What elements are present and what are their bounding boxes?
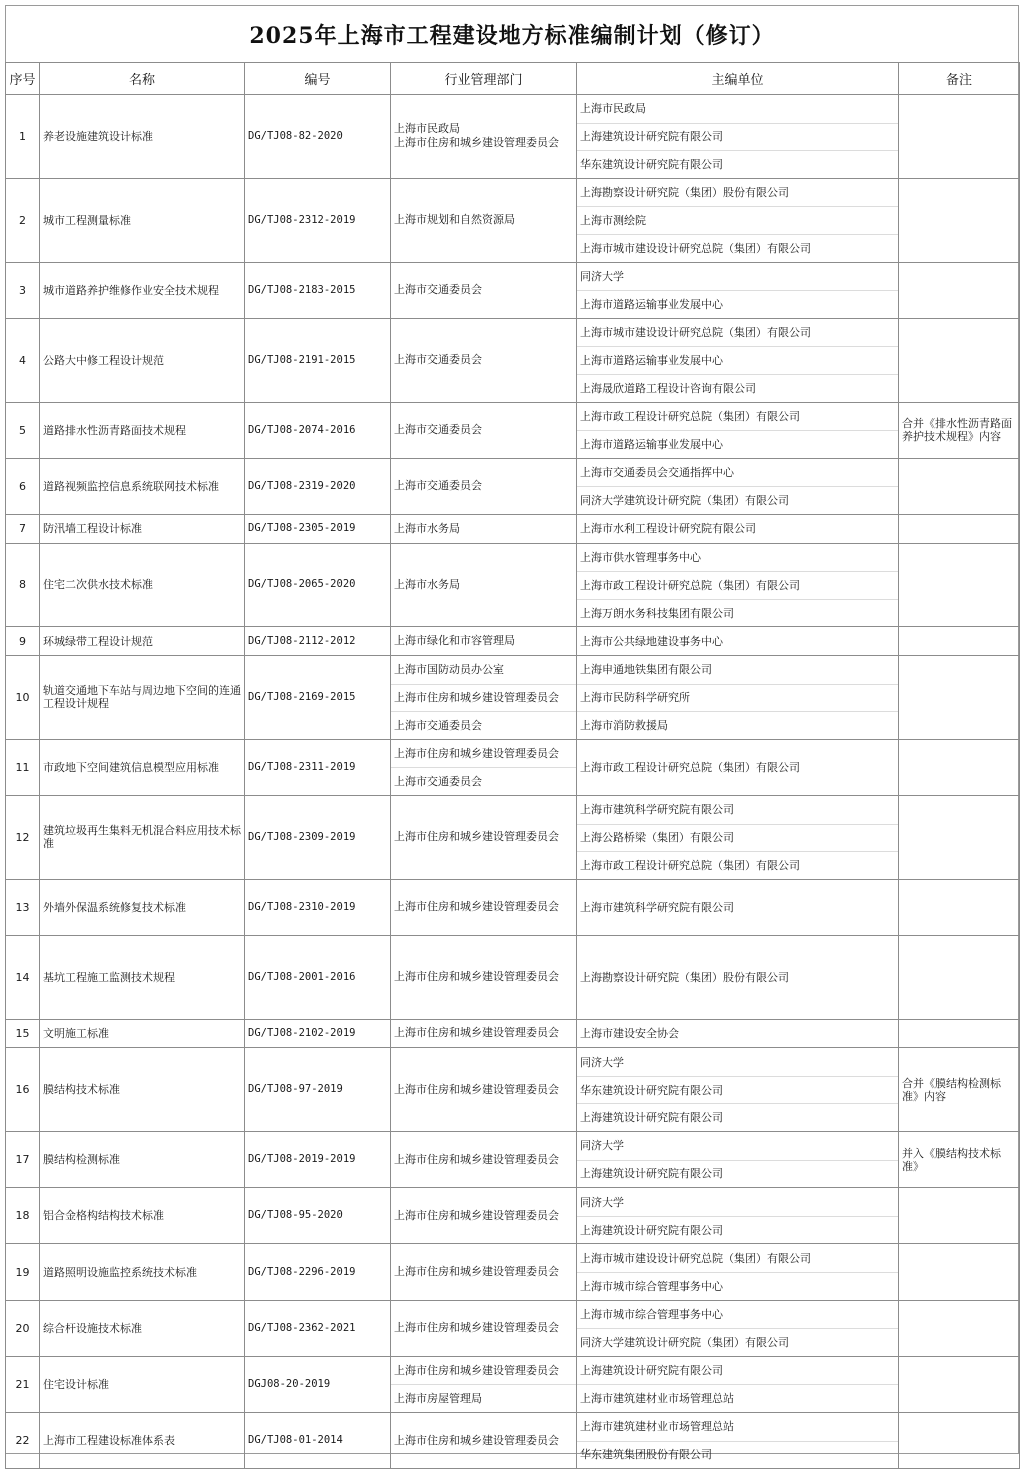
row-remark [899, 95, 1020, 179]
header-org: 主编单位 [577, 63, 899, 95]
dept-item: 上海市房屋管理局 [391, 1384, 576, 1412]
row-code: DG/TJ08-2019-2019 [245, 1132, 391, 1188]
org-item: 上海市政工程设计研究总院（集团）有限公司 [580, 760, 800, 774]
dept-item: 上海市交通委员会 [391, 767, 576, 795]
row-dept [391, 1048, 577, 1132]
row-seq: 13 [6, 879, 40, 935]
dept-item: 上海市住房和城乡建设管理委员会 [394, 136, 559, 150]
org-item: 上海勘察设计研究院（集团）股份有限公司 [580, 186, 789, 200]
row-name: 上海市工程建设标准体系表 [40, 1413, 245, 1469]
row-remark [899, 178, 1020, 262]
org-item: 上海市供水管理事务中心 [580, 550, 701, 564]
row-org [577, 795, 899, 879]
org-item: 上海市消防救援局 [577, 711, 898, 739]
org-item: 上海市城市综合管理事务中心 [577, 1272, 898, 1300]
row-remark [899, 879, 1020, 935]
row-seq: 22 [6, 1413, 40, 1469]
row-name: 环城绿带工程设计规范 [40, 627, 245, 656]
org-item: 华东建筑设计研究院有限公司 [577, 150, 898, 178]
org-item: 上海市民政局 [580, 102, 646, 116]
row-name: 文明施工标准 [40, 1019, 245, 1048]
row-name: 建筑垃圾再生集料无机混合料应用技术标准 [40, 795, 245, 879]
row-name: 防汛墙工程设计标准 [40, 514, 245, 543]
table-row [6, 178, 1020, 262]
row-dept [391, 1244, 577, 1300]
header-dept: 行业管理部门 [391, 63, 577, 95]
row-code: DGJ08-20-2019 [245, 1356, 391, 1412]
row-name: 养老设施建筑设计标准 [40, 95, 245, 179]
dept-item: 上海市国防动员办公室 [394, 663, 504, 677]
org-item: 上海建筑设计研究院有限公司 [580, 1364, 723, 1378]
org-item: 上海市政工程设计研究总院（集团）有限公司 [577, 851, 898, 879]
row-code: DG/TJ08-2191-2015 [245, 318, 391, 402]
org-item: 上海市公共绿地建设事务中心 [580, 634, 723, 648]
table-row [6, 795, 1020, 879]
org-item: 同济大学 [580, 269, 624, 283]
row-dept [391, 627, 577, 656]
row-dept [391, 1413, 577, 1469]
row-seq: 6 [6, 458, 40, 514]
org-item: 上海建筑设计研究院有限公司 [577, 123, 898, 151]
org-item: 同济大学 [580, 1195, 624, 1209]
dept-item: 上海市住房和城乡建设管理委员会 [394, 1152, 559, 1166]
row-remark [899, 543, 1020, 627]
org-item: 上海市道路运输事业发展中心 [577, 346, 898, 374]
table-body [6, 95, 1020, 1469]
dept-item: 上海市住房和城乡建设管理委员会 [394, 747, 559, 761]
org-item: 上海公路桥梁（集团）有限公司 [577, 824, 898, 852]
table-row [6, 935, 1020, 1019]
dept-item: 上海市水务局 [394, 577, 460, 591]
row-org [577, 402, 899, 458]
row-remark [899, 458, 1020, 514]
row-org [577, 1048, 899, 1132]
table-row [6, 514, 1020, 543]
row-name: 铝合金格构结构技术标准 [40, 1188, 245, 1244]
header-code: 编号 [245, 63, 391, 95]
row-name: 膜结构技术标准 [40, 1048, 245, 1132]
row-dept [391, 1356, 577, 1412]
row-org [577, 1300, 899, 1356]
row-code: DG/TJ08-2169-2015 [245, 655, 391, 739]
header-seq: 序号 [6, 63, 40, 95]
dept-item: 上海市住房和城乡建设管理委员会 [394, 1364, 559, 1378]
row-remark [899, 655, 1020, 739]
dept-item: 上海市住房和城乡建设管理委员会 [394, 1082, 559, 1096]
dept-item: 上海市绿化和市容管理局 [394, 634, 515, 648]
row-name: 外墙外保温系统修复技术标准 [40, 879, 245, 935]
row-remark [899, 1188, 1020, 1244]
dept-item: 上海市住房和城乡建设管理委员会 [394, 1265, 559, 1279]
row-remark [899, 262, 1020, 318]
row-seq: 15 [6, 1019, 40, 1048]
row-seq: 14 [6, 935, 40, 1019]
row-dept [391, 95, 577, 179]
dept-item: 上海市住房和城乡建设管理委员会 [394, 830, 559, 844]
row-org [577, 543, 899, 627]
dept-item: 上海市交通委员会 [394, 353, 482, 367]
org-item: 上海市建筑科学研究院有限公司 [580, 803, 734, 817]
org-item: 上海市测绘院 [577, 206, 898, 234]
row-name: 综合杆设施技术标准 [40, 1300, 245, 1356]
row-seq: 11 [6, 739, 40, 795]
org-item: 上海市城市建设设计研究总院（集团）有限公司 [577, 234, 898, 262]
row-org [577, 318, 899, 402]
row-dept [391, 318, 577, 402]
dept-item: 上海市交通委员会 [394, 423, 482, 437]
dept-item: 上海市住房和城乡建设管理委员会 [394, 900, 559, 914]
row-code: DG/TJ08-2296-2019 [245, 1244, 391, 1300]
row-remark [899, 1356, 1020, 1412]
org-item: 上海市建筑科学研究院有限公司 [580, 900, 734, 914]
org-item: 上海申通地铁集团有限公司 [580, 663, 712, 677]
row-seq: 18 [6, 1188, 40, 1244]
row-remark [899, 739, 1020, 795]
row-remark [899, 1300, 1020, 1356]
org-item: 同济大学建筑设计研究院（集团）有限公司 [577, 1328, 898, 1356]
row-org [577, 739, 899, 795]
table-row [6, 1188, 1020, 1244]
row-seq: 7 [6, 514, 40, 543]
table-row [6, 739, 1020, 795]
org-item: 上海市城市建设设计研究总院（集团）有限公司 [580, 326, 811, 340]
row-seq: 8 [6, 543, 40, 627]
row-code: DG/TJ08-2112-2012 [245, 627, 391, 656]
row-org [577, 1132, 899, 1188]
row-seq: 2 [6, 178, 40, 262]
table-row [6, 543, 1020, 627]
row-org [577, 95, 899, 179]
row-remark: 合并《排水性沥青路面养护技术规程》内容 [899, 402, 1020, 458]
table-row [6, 1019, 1020, 1048]
row-org [577, 178, 899, 262]
row-org [577, 1019, 899, 1048]
dept-item: 上海市民政局 [394, 122, 460, 136]
row-name: 城市道路养护维修作业安全技术规程 [40, 262, 245, 318]
dept-item: 上海市住房和城乡建设管理委员会 [394, 1321, 559, 1335]
row-seq: 1 [6, 95, 40, 179]
org-item: 上海市建设安全协会 [580, 1026, 679, 1040]
row-remark [899, 795, 1020, 879]
row-dept [391, 655, 577, 739]
dept-item: 上海市交通委员会 [394, 283, 482, 297]
table-row [6, 318, 1020, 402]
row-code: DG/TJ08-01-2014 [245, 1413, 391, 1469]
row-name: 道路排水性沥青路面技术规程 [40, 402, 245, 458]
row-remark [899, 1019, 1020, 1048]
org-item: 上海市政工程设计研究总院（集团）有限公司 [577, 571, 898, 599]
row-org [577, 879, 899, 935]
row-name: 住宅设计标准 [40, 1356, 245, 1412]
row-remark [899, 318, 1020, 402]
row-remark [899, 1413, 1020, 1469]
row-seq: 9 [6, 627, 40, 656]
org-item: 上海建筑设计研究院有限公司 [577, 1160, 898, 1188]
row-code: DG/TJ08-2312-2019 [245, 178, 391, 262]
row-dept [391, 739, 577, 795]
row-seq: 20 [6, 1300, 40, 1356]
row-org [577, 458, 899, 514]
row-dept [391, 402, 577, 458]
dept-item: 上海市住房和城乡建设管理委员会 [394, 1026, 559, 1040]
row-dept [391, 543, 577, 627]
row-org [577, 1413, 899, 1469]
row-remark: 并入《膜结构技术标准》 [899, 1132, 1020, 1188]
org-item: 上海市交通委员会交通指挥中心 [580, 466, 734, 480]
dept-item: 上海市住房和城乡建设管理委员会 [391, 684, 576, 712]
table-header-row [6, 63, 1020, 95]
dept-item: 上海市住房和城乡建设管理委员会 [394, 1208, 559, 1222]
row-name: 市政地下空间建筑信息模型应用标准 [40, 739, 245, 795]
row-name: 公路大中修工程设计规范 [40, 318, 245, 402]
row-code: DG/TJ08-2319-2020 [245, 458, 391, 514]
org-item: 华东建筑集团股份有限公司 [577, 1441, 898, 1469]
row-org [577, 1356, 899, 1412]
table-row [6, 1413, 1020, 1469]
row-code: DG/TJ08-2311-2019 [245, 739, 391, 795]
org-item: 同济大学建筑设计研究院（集团）有限公司 [577, 486, 898, 514]
table-row [6, 1300, 1020, 1356]
row-name: 城市工程测量标准 [40, 178, 245, 262]
row-name: 轨道交通地下车站与周边地下空间的连通工程设计规程 [40, 655, 245, 739]
row-seq: 21 [6, 1356, 40, 1412]
table-row [6, 879, 1020, 935]
page-title: 2025年上海市工程建设地方标准编制计划（修订） [249, 22, 775, 49]
row-seq: 12 [6, 795, 40, 879]
row-code: DG/TJ08-2102-2019 [245, 1019, 391, 1048]
row-seq: 5 [6, 402, 40, 458]
org-item: 上海市民防科学研究所 [577, 684, 898, 712]
row-remark [899, 627, 1020, 656]
row-dept [391, 262, 577, 318]
row-org [577, 262, 899, 318]
row-code: DG/TJ08-2074-2016 [245, 402, 391, 458]
row-org [577, 514, 899, 543]
row-code: DG/TJ08-2001-2016 [245, 935, 391, 1019]
dept-item: 上海市交通委员会 [394, 479, 482, 493]
row-dept [391, 879, 577, 935]
org-item: 上海万朗水务科技集团有限公司 [577, 599, 898, 627]
row-code: DG/TJ08-95-2020 [245, 1188, 391, 1244]
row-dept [391, 1132, 577, 1188]
org-item: 同济大学 [580, 1055, 624, 1069]
row-name: 道路照明设施监控系统技术标准 [40, 1244, 245, 1300]
org-item: 上海市建筑建材业市场管理总站 [580, 1420, 734, 1434]
org-item: 上海市水利工程设计研究院有限公司 [580, 522, 756, 536]
row-remark [899, 514, 1020, 543]
row-dept [391, 514, 577, 543]
table-row [6, 627, 1020, 656]
row-code: DG/TJ08-2183-2015 [245, 262, 391, 318]
row-code: DG/TJ08-2065-2020 [245, 543, 391, 627]
org-item: 上海市城市建设设计研究总院（集团）有限公司 [580, 1251, 811, 1265]
row-name: 基坑工程施工监测技术规程 [40, 935, 245, 1019]
org-item: 同济大学 [580, 1139, 624, 1153]
dept-item: 上海市住房和城乡建设管理委员会 [394, 1433, 559, 1447]
row-seq: 17 [6, 1132, 40, 1188]
row-dept [391, 1300, 577, 1356]
table-row [6, 458, 1020, 514]
row-dept [391, 1019, 577, 1048]
row-seq: 10 [6, 655, 40, 739]
row-code: DG/TJ08-2305-2019 [245, 514, 391, 543]
row-code: DG/TJ08-97-2019 [245, 1048, 391, 1132]
dept-item: 上海市水务局 [394, 521, 460, 535]
row-dept [391, 178, 577, 262]
org-item: 上海建筑设计研究院有限公司 [577, 1216, 898, 1244]
row-org [577, 655, 899, 739]
org-item: 上海市道路运输事业发展中心 [577, 290, 898, 318]
org-item: 上海市建筑建材业市场管理总站 [577, 1384, 898, 1412]
header-remark: 备注 [899, 63, 1020, 95]
org-item: 上海晟欣道路工程设计咨询有限公司 [577, 374, 898, 402]
table-row [6, 1132, 1020, 1188]
org-item: 上海市城市综合管理事务中心 [580, 1307, 723, 1321]
org-item: 上海市道路运输事业发展中心 [577, 430, 898, 458]
org-item: 上海勘察设计研究院（集团）股份有限公司 [580, 970, 789, 984]
row-org [577, 627, 899, 656]
row-org [577, 1244, 899, 1300]
row-remark [899, 935, 1020, 1019]
dept-item: 上海市住房和城乡建设管理委员会 [394, 970, 559, 984]
row-dept [391, 458, 577, 514]
row-name: 道路视频监控信息系统联网技术标准 [40, 458, 245, 514]
table-row [6, 655, 1020, 739]
header-name: 名称 [40, 63, 245, 95]
org-item: 华东建筑设计研究院有限公司 [577, 1076, 898, 1104]
row-name: 住宅二次供水技术标准 [40, 543, 245, 627]
row-org [577, 1188, 899, 1244]
row-seq: 4 [6, 318, 40, 402]
row-dept [391, 935, 577, 1019]
table-row [6, 402, 1020, 458]
table-row [6, 1244, 1020, 1300]
org-item: 上海市政工程设计研究总院（集团）有限公司 [580, 409, 800, 423]
org-item: 上海建筑设计研究院有限公司 [577, 1103, 898, 1131]
table-row [6, 1048, 1020, 1132]
row-dept [391, 1188, 577, 1244]
row-remark [899, 1244, 1020, 1300]
row-code: DG/TJ08-2310-2019 [245, 879, 391, 935]
row-org [577, 935, 899, 1019]
table-row [6, 95, 1020, 179]
row-code: DG/TJ08-82-2020 [245, 95, 391, 179]
row-code: DG/TJ08-2309-2019 [245, 795, 391, 879]
row-seq: 16 [6, 1048, 40, 1132]
table-row [6, 262, 1020, 318]
row-remark: 合并《膜结构检测标准》内容 [899, 1048, 1020, 1132]
row-name: 膜结构检测标准 [40, 1132, 245, 1188]
row-dept [391, 795, 577, 879]
row-seq: 19 [6, 1244, 40, 1300]
row-code: DG/TJ08-2362-2021 [245, 1300, 391, 1356]
dept-item: 上海市交通委员会 [391, 711, 576, 739]
row-seq: 3 [6, 262, 40, 318]
table-row [6, 1356, 1020, 1412]
dept-item: 上海市规划和自然资源局 [394, 213, 515, 227]
standards-table [5, 62, 1020, 1469]
